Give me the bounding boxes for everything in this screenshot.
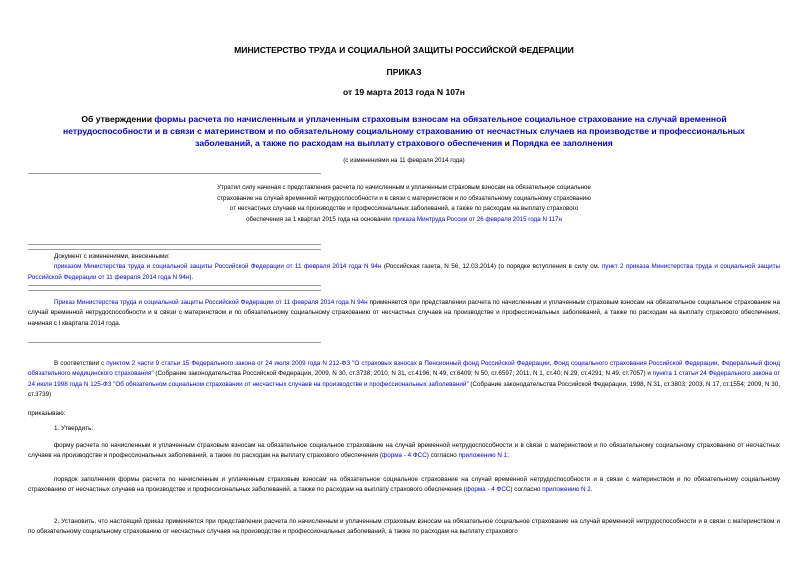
changes-block	[28, 252, 780, 283]
form-text: ) согласно	[426, 452, 459, 460]
order-word: приказываю:	[28, 410, 66, 417]
lost-force-note	[214, 183, 594, 225]
applies-paragraph	[28, 298, 780, 329]
applies-text: применяется при представлении расчета по начисленным и уплаченным страховым взносам на обязательное социальное страхование на случай временной нетрудоспособности и в связи с материнством и по обязательному социальному страхованию от несчастных случаев на производстве и профессиональных заболеваний, а также по расходам на выплату страхового обеспечения, начиная с I квартала 2014 года.	[28, 299, 781, 327]
divider	[28, 173, 321, 174]
amending-order-link[interactable]: приказом Министерства труда и социальной защиты Российской Федерации от 11 февраля 2014 года N 94н	[54, 263, 382, 271]
form-link[interactable]: формы расчета по начисленным и уплаченным страховым взносам на обязательное социальное страхование на случай временной нетрудоспособности и в связи с материнством и по обязательному социальному страхованию от несчастных случаев на производстве и профессиональных заболеваний, а также по расходам на выплату страхового обеспечения	[63, 114, 745, 148]
date-number-heading: от 19 марта 2013 года N 107н	[343, 87, 465, 97]
procedure-text: порядок заполнения формы расчета по начисленным и уплаченным страховым взносам на обязательное социальное страхование на случай временной нетрудоспособности и в связи с материнством и по обязательному социальному страхованию от несчастных случаев на производстве и профессиональных заболеваний, а также по расходам на выплату страхового обеспечения (	[28, 476, 780, 494]
divider	[28, 244, 321, 245]
item-1: 1. Утвердить:	[54, 425, 94, 432]
changes-item	[28, 262, 780, 283]
procedure-text: ) согласно	[510, 486, 543, 494]
changes-text: (Российская газета, N 56, 12.03.2014) (о порядке вступления в силу см.	[381, 263, 602, 271]
form-paragraph	[28, 441, 780, 462]
form-4fss-link[interactable]: форма - 4 ФСС	[382, 452, 427, 460]
appendix-1-link[interactable]: приложению N 1	[458, 452, 508, 460]
form-text: ;	[507, 452, 509, 460]
procedure-text: .	[590, 486, 593, 494]
document-title	[58, 113, 750, 149]
procedure-link[interactable]: Порядка ее заполнения	[512, 138, 613, 148]
form-4fss-link[interactable]: форма - 4 ФСС	[465, 486, 511, 494]
title-mid: и	[502, 138, 513, 148]
divider	[28, 342, 321, 343]
applies-link[interactable]: Приказ Министерства труда и социальной защиты Российской Федерации от 11 февраля 2014 года N 94н	[54, 299, 368, 306]
basis-text: (Собрание законодательства Российской Федерации, 2009, N 30, ст.3738; 2010, N 31, ст.4196; N 49, ст.6409; N 50, ст.6597; 2011, N 1, ст.40; N 29, ст.4291; N 49, ст.7057) и	[153, 370, 653, 378]
form-text: форму расчета по начисленным и уплаченным страховым взносам на обязательное социальное страхование на случай временной нетрудоспособности и в связи с материнством и по обязательному социальному страхованию от несчастных случаев на производстве и профессиональных заболеваний, а также по расходам на выплату страхового обеспечения (	[28, 442, 780, 460]
law-212-link[interactable]: пунктом 2 части 9 статьи 15 Федерального закона от 24 июля 2009 года N 212-ФЗ "О страховых взносах в Пенсионный фонд Российской Федерации, Фонд социального страхования Российской Федерации, Федеральный фонд обязательного медицинского страхования"	[28, 360, 781, 378]
procedure-paragraph	[28, 475, 780, 496]
lost-force-text: Утратил силу начиная с представления расчета по начисленным и уплаченным страховым взносам на обязательное социальное страхование на случай временной нетрудоспособности и в связи с материнством и по обязательному социальному страхованию от несчастных случаев на производстве и профессиональных заболеваний, а также по расходам на выплату страхового обеспечения за 1 квартал 2015 года на основании	[217, 184, 591, 223]
divider	[28, 290, 321, 291]
legal-basis-paragraph	[28, 359, 780, 401]
changes-intro: Документ с изменениями, внесенными:	[54, 253, 170, 260]
changes-text-end: ).	[189, 273, 194, 281]
basis-text: (Собрание законодательства Российской Федерации, 1998, N 31, ст.3803; 2003, N 17, ст.1554; 2009, N 30, ст.3739)	[28, 380, 780, 399]
divider	[28, 249, 321, 250]
effective-date-link[interactable]: пункт 2 приказа Министерства труда и социальной защиты Российской Федерации от 11 февраля 2014 года N 94н	[28, 263, 780, 281]
doc-type-heading: ПРИКАЗ	[386, 67, 422, 77]
divider	[28, 285, 321, 286]
lost-force-link[interactable]: приказа Минтруда России от 26 февраля 2015 года N 117н	[392, 215, 562, 223]
basis-text: В соответствии с	[54, 360, 107, 367]
item-2-paragraph: 2. Установить, что настоящий приказ применяется при представлении расчета по начисленным и уплаченным страховым взносам на обязательное социальное страхование на случай временной нетрудоспособности и в связи с материнством и по обязательному социальному страхованию от несчастных случаев на производстве и профессиональных заболеваний, а также по расходам на выплату страхового	[28, 518, 780, 536]
ministry-heading: МИНИСТЕРСТВО ТРУДА И СОЦИАЛЬНОЙ ЗАЩИТЫ РОССИЙСКОЙ ФЕДЕРАЦИИ	[234, 45, 574, 55]
law-125-link[interactable]: пункта 1 статьи 24 Федерального закона от 24 июля 1998 года N 125-ФЗ "Об обязательном социальном страховании от несчастных случаев на производстве и профессиональных заболеваний"	[28, 370, 780, 388]
appendix-2-link[interactable]: приложению N 2	[542, 486, 591, 494]
title-prefix: Об утверждении	[81, 114, 155, 124]
amendments-note: (с изменениями на 11 февраля 2014 года)	[343, 157, 465, 164]
